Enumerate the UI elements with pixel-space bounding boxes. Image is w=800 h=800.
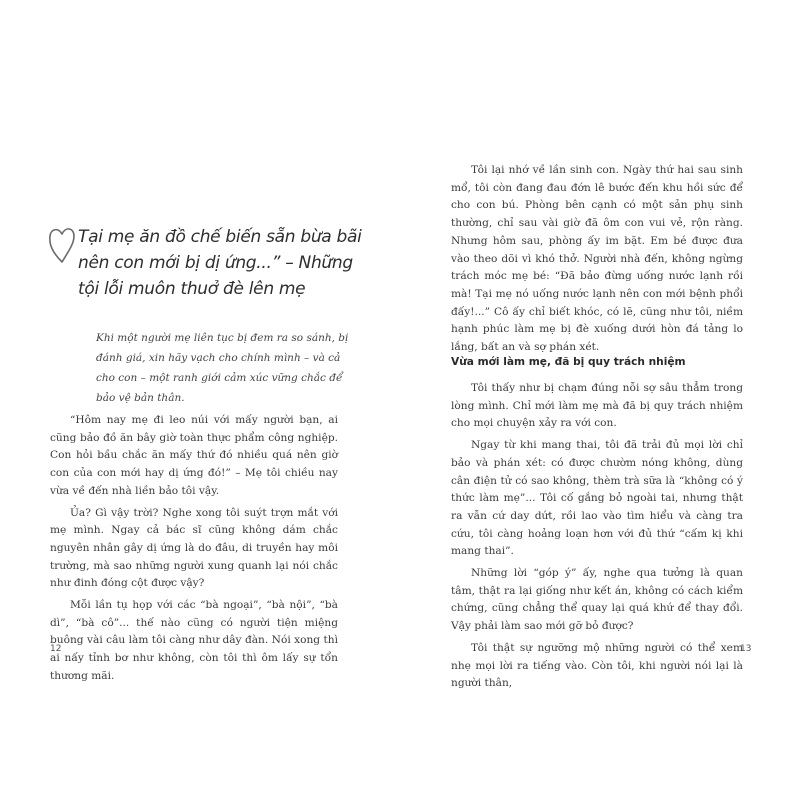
chapter-title: Tại mẹ ăn đồ chế biến sẵn bừa bãi nên con mới bị dị ứng...” – Những tội lỗi muôn thuở đè lên mẹ <box>78 227 362 299</box>
right-page <box>400 0 800 800</box>
heart-outline-icon <box>48 222 76 266</box>
left-body-text <box>50 412 338 690</box>
paragraph: Mỗi lần tụ họp với các “bà ngoại”, “bà nội”, “bà dì”, “bà cô”... thế nào cũng có người tiện miệng buông vài câu làm tôi càng như dây đàn. Nói xong thì ai nấy tỉnh bơ như không, còn tôi thì ôm lấy sự tổn thương mãi. <box>50 599 338 682</box>
page-number-right: 13 <box>740 644 752 654</box>
paragraph: “Hôm nay mẹ đi leo núi với mấy người bạn, ai cũng bảo đồ ăn bây giờ toàn thực phẩm công nghiệp. Con hỏi bầu chắc ăn mấy thứ đó nhiều quá nên giờ con của con mới hay dị ứng đó!” – Mẹ tôi chiều nay vừa về đến nhà liền bảo tôi vậy. <box>50 414 338 497</box>
paragraph: Tôi thật sự ngưỡng mộ những người có thể xem nhẹ mọi lời ra tiếng vào. Còn tôi, khi người nói lại là người thân, <box>451 641 743 690</box>
paragraph: Ngay từ khi mang thai, tôi đã trải đủ mọi lời chỉ bảo và phán xét: có được chườm nóng không, dùng cân điện tử có sao không, thèm trà sữa là “không có ý thức làm mẹ”... Tôi cố gắng bỏ ngoài tai, nhưng thật ra vẫn cứ day dứt, rồi lao vào tìm hiểu và càng tra cứu, tôi càng hoảng loạn hơn với đủ thứ “cấm kị khi mang thai”. <box>451 439 743 558</box>
epigraph: Khi một người mẹ liên tục bị đem ra so sánh, bị đánh giá, xin hãy vạch cho chính mình – và cả cho con – một ranh giới cảm xúc vững chắc để bảo vệ bản thân. <box>96 332 349 404</box>
right-body-text-top <box>451 162 743 361</box>
paragraph: Những lời “góp ý” ấy, nghe qua tưởng là quan tâm, thật ra lại giống như kết án, không có cách kiểm chứng, cũng chẳng thể quay lại quá khứ để thay đổi. Vậy phải làm sao mới gỡ bỏ được? <box>451 567 743 633</box>
right-body-text-bottom <box>451 380 743 697</box>
paragraph: Tôi lại nhớ về lần sinh con. Ngày thứ hai sau sinh mổ, tôi còn đang đau đớn lê bước đến khu hồi sức để cho con bú. Phòng bên cạnh có một sản phụ sinh thường, chỉ sau vài giờ đã ôm con vui vẻ, rộn ràng. Nhưng hôm sau, phòng ấy im bặt. Em bé được đưa vào theo dõi vì khó thở. Người nhà đến, không ngừng trách móc mẹ bé: “Đã bảo đừng uống nước lạnh rồi mà! Tại mẹ nó uống nước lạnh nên con mới bệnh phổi đấy!...” Cô ấy chỉ biết khóc, có lẽ, cũng như tôi, niềm hạnh phúc làm mẹ bị đè xuống dưới hòn đá tảng lo lắng, bất an và sợ phán xét. <box>451 164 743 354</box>
section-heading: Vừa mới làm mẹ, đã bị quy trách nhiệm <box>451 356 686 368</box>
paragraph: Ủa? Gì vậy trời? Nghe xong tôi suýt trợn mắt với mẹ mình. Ngay cả bác sĩ cũng không dám chắc nguyên nhân gây dị ứng là do đâu, di truyền hay môi trường, mà sao những người xung quanh lại nói chắc như đinh đóng cột được vậy? <box>50 506 338 590</box>
paragraph: Tôi thấy như bị chạm đúng nỗi sợ sâu thẳm trong lòng mình. Chỉ mới làm mẹ mà đã bị quy trách nhiệm cho mọi chuyện xảy ra với con. <box>451 382 743 430</box>
page-number-left: 12 <box>50 644 62 654</box>
